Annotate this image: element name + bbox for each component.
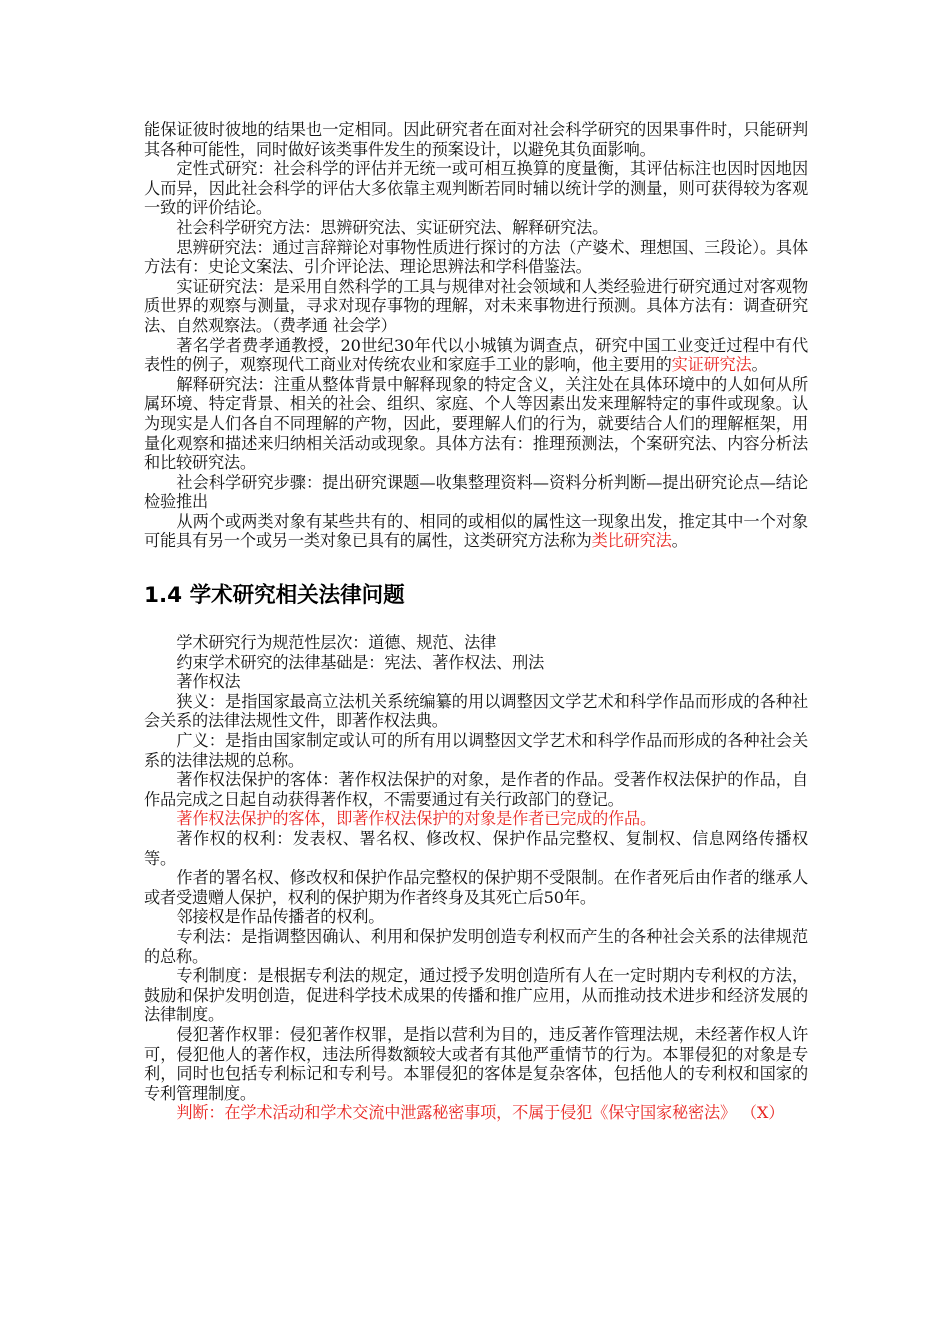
paragraph: 著作权法	[176, 672, 241, 692]
paragraph: 能保证彼时彼地的结果也一定相同。因此研究者在面对社会科学研究的因果事件时，只能研判其各种可能性，同时做好该类事件发生的预案设计，以避免其负面影响。	[144, 120, 808, 159]
spacer	[144, 609, 808, 633]
paragraph: 著作权的权利：发表权、署名权、修改权、保护作品完整权、复制权、信息网络传播权等。	[144, 829, 808, 868]
document-page	[144, 120, 808, 1123]
paragraph: 狭义：是指国家最高立法机关系统编纂的用以调整因文学艺术和科学作品而形成的各种社会关系的法律法规性文件，即著作权法典。	[144, 691, 808, 731]
spacer	[144, 551, 808, 583]
paragraph: 解释研究法：注重从整体背景中解释现象的特定含义，关注处在具体环境中的人如何从所属环境、特定背景、相关的社会、组织、家庭、个人等因素出发来理解特定的事件或现象。认为现实是人们各自不同理解的产物，因此，要理解人们的行为，就要结合人们的理解框架，用量化观察和描述来归纳相关活动或现象。具体方法有：推理预测法，个案研究法、内容分析法和比较研究法。	[144, 374, 808, 473]
paragraph: 社会科学研究步骤：提出研究课题—收集整理资料—资料分析判断—提出研究论点—结论检验推出	[144, 472, 808, 512]
paragraph: 定性式研究：社会科学的评估并无统一或可相互换算的度量衡，其评估标注也因时因地因人而异，因此社会科学的评估大多依靠主观判断若同时辅以统计学的测量，则可获得较为客观一致的评价结论。	[144, 159, 808, 218]
paragraph: 邻接权是作品传播者的权利。	[176, 907, 385, 927]
paragraph: 著作权法保护的客体：著作权法保护的对象，是作者的作品。受著作权法保护的作品，自作品完成之日起自动获得著作权，不需要通过有关行政部门的登记。	[144, 770, 808, 809]
paragraph: 实证研究法：是采用自然科学的工具与规律对社会领域和人类经验进行研究通过对客观物质世界的观察与测量，寻求对现存事物的理解，对未来事物进行预测。具体方法有：调查研究法、自然观察法。（费孝通 社会学）	[144, 276, 808, 335]
section-heading: 1.4 学术研究相关法律问题	[144, 583, 405, 609]
paragraph: 专利制度：是根据专利法的规定，通过授予发明创造所有人在一定时期内专利权的方法，鼓励和保护发明创造，促进科学技术成果的传播和推广应用，从而推动技术进步和经济发展的法律制度。	[144, 966, 808, 1025]
paragraph	[144, 512, 808, 551]
paragraph	[144, 336, 808, 375]
paragraph-text: 。	[751, 355, 768, 375]
paragraph: 广义：是指由国家制定或认可的所有用以调整因文学艺术和科学作品而形成的各种社会关系的法律法规的总称。	[144, 731, 808, 770]
highlighted-paragraph: 判断：在学术活动和学术交流中泄露秘密事项，不属于侵犯《保守国家秘密法》 （X）	[176, 1103, 785, 1123]
highlighted-paragraph: 著作权法保护的客体，即著作权法保护的对象是作者已完成的作品。	[176, 809, 657, 829]
paragraph-text: 从两个或两类对象有某些共有的、相同的或相似的属性这一现象出发，推定其中一个对象可能具有另一个或另一类对象已具有的属性，这类研究方法称为	[144, 511, 808, 551]
paragraph: 作者的署名权、修改权和保护作品完整权的保护期不受限制。在作者死后由作者的继承人或者受遗赠人保护，权利的保护期为作者终身及其死亡后50年。	[144, 868, 808, 907]
highlighted-term: 实证研究法	[671, 355, 752, 375]
paragraph-text: 。	[671, 531, 688, 551]
paragraph: 社会科学研究方法：思辨研究法、实证研究法、解释研究法。	[176, 217, 609, 237]
paragraph: 专利法：是指调整因确认、利用和保护发明创造专利权而产生的各种社会关系的法律规范的总称。	[144, 926, 808, 966]
paragraph: 思辨研究法：通过言辞辩论对事物性质进行探讨的方法（产婆术、理想国、三段论）。具体方法有：史论文案法、引介评论法、理论思辨法和学科借鉴法。	[144, 237, 808, 277]
paragraph-text: 著名学者费孝通教授，20世纪30年代以小城镇为调查点，研究中国工业变迁过程中有代表性的例子，观察现代工商业对传统农业和家庭手工业的影响，他主要用的	[144, 335, 808, 375]
highlighted-term: 类比研究法	[591, 531, 672, 551]
paragraph: 约束学术研究的法律基础是：宪法、著作权法、刑法	[176, 652, 545, 672]
paragraph: 侵犯著作权罪：侵犯著作权罪，是指以营利为目的，违反著作管理法规，未经著作权人许可，侵犯他人的著作权，违法所得数额较大或者有其他严重情节的行为。本罪侵犯的对象是专利，同时也包括专利标记和专利号。本罪侵犯的客体是复杂客体，包括他人的专利权和国家的专利管理制度。	[144, 1024, 808, 1103]
paragraph: 学术研究行为规范性层次：道德、规范、法律	[176, 633, 497, 653]
